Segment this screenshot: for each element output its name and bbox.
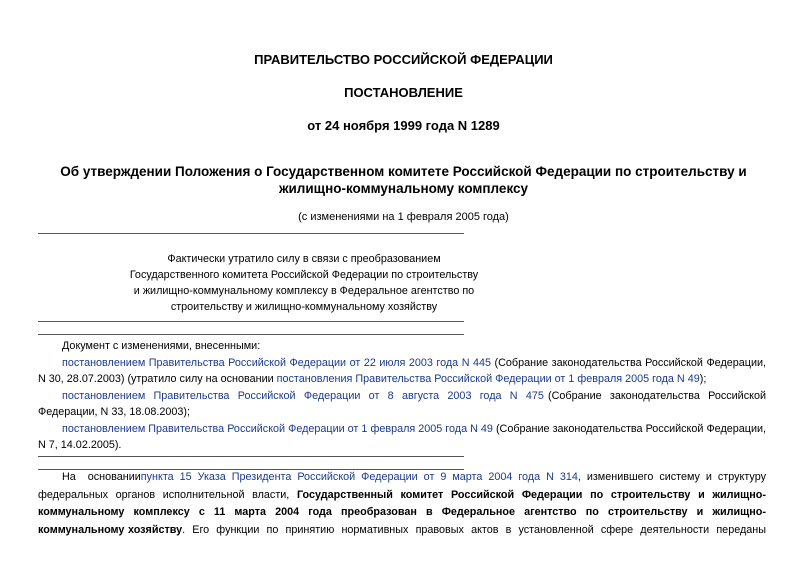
divider <box>38 334 464 335</box>
body-text: . Его функции по принятию нормативных правовых актов в установленной сфере деятельности переданы <box>182 523 766 536</box>
status-note-line: Государственного комитета Российской Федерации по строительству <box>129 269 479 281</box>
amendment-link[interactable]: постановления Правительства Российской Федерации от 1 февраля 2005 года N 49 <box>276 373 700 385</box>
divider <box>38 233 464 234</box>
amendment-link[interactable]: постановлением Правительства Российской Федерации от 1 февраля 2005 года N 49 <box>62 422 493 435</box>
status-note <box>38 251 570 315</box>
title-line-2: жилищно-коммунальному комплексу <box>278 181 529 196</box>
divider <box>38 321 464 322</box>
change-text: (Собрание законодательства Российской Федерации, <box>492 422 767 435</box>
body-line <box>38 522 766 540</box>
body-text: , изменившего систему и структуру <box>577 471 766 483</box>
title-line-1: Об утверждении Положения о Государственном комитете Российской Федерации по строительству и <box>60 164 747 179</box>
amendments-note: (с изменениями на 1 февраля 2005 года) <box>298 211 509 223</box>
body-bold-text: коммунальному комплексу с 11 марта 2004 года преобразован в Федеральное агентство по строительству и жилищно- <box>38 506 766 518</box>
body-bold-text: Государственный комитет Российской Федерации по строительству и жилищно- <box>296 488 766 501</box>
change-text: (Собрание законодательства Российской Федерации, <box>491 356 767 369</box>
change-text: N 30, 28.07.2003) (утратило силу на основании <box>38 373 277 385</box>
change-item-cont: N 7, 14.02.2005). <box>38 439 122 451</box>
change-text: (Собрание законодательства Российской <box>543 389 766 402</box>
body-bold-text: коммунальному хозяйству <box>38 523 183 536</box>
change-item-cont <box>38 371 766 388</box>
change-item <box>38 355 766 372</box>
document-type: ПОСТАНОВЛЕНИЕ <box>344 85 463 100</box>
body-line <box>38 487 766 505</box>
document-title <box>0 163 807 197</box>
decree-link[interactable]: пункта 15 Указа Президента Российской Федерации от 9 марта 2004 года N 314 <box>140 471 578 483</box>
amendment-link[interactable]: постановлением Правительства Российской Федерации от 22 июля 2003 года N 445 <box>62 356 492 369</box>
body-line <box>38 469 766 487</box>
status-note-line: и жилищно-коммунальному комплексу в Федеральное агентство по <box>133 285 475 297</box>
changes-block <box>38 338 766 454</box>
change-item <box>38 421 766 438</box>
change-text: ); <box>699 373 707 385</box>
amendment-link[interactable]: постановлением Правительства Российской Федерации от 8 августа 2003 года N 475 <box>62 389 544 402</box>
body-line <box>38 504 766 522</box>
status-note-line: Фактически утратило силу в связи с преобразованием <box>167 253 441 265</box>
body-paragraph <box>38 469 766 539</box>
body-text: На основании <box>62 471 141 483</box>
body-text: федеральных органов исполнительной власти, <box>38 488 297 501</box>
status-note-line: строительству и жилищно-коммунальному хозяйству <box>170 301 438 313</box>
change-item <box>38 388 766 405</box>
document-date-number: от 24 ноября 1999 года N 1289 <box>307 118 500 133</box>
change-item-cont: Федерации, N 33, 18.08.2003); <box>38 406 190 418</box>
government-heading: ПРАВИТЕЛЬСТВО РОССИЙСКОЙ ФЕДЕРАЦИИ <box>254 52 553 67</box>
divider <box>38 456 464 457</box>
changes-intro: Документ с изменениями, внесенными: <box>62 340 261 352</box>
